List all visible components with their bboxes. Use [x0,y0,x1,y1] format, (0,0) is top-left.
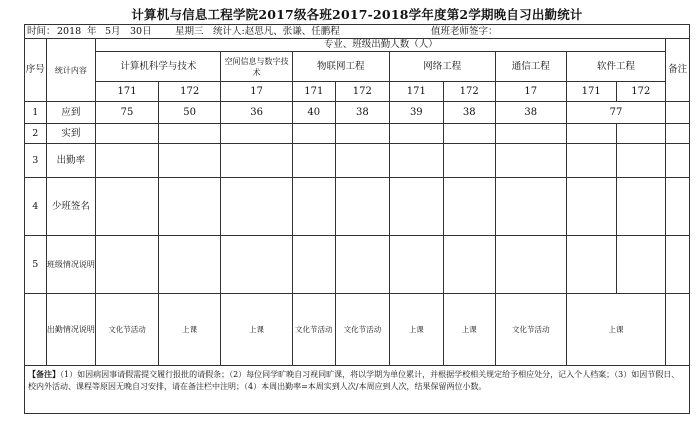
signature-cell[interactable] [292,178,335,236]
remark-cell[interactable] [666,124,690,144]
note-software: 上课 [566,294,665,366]
data-cell[interactable] [443,144,495,178]
stat-person: 统计人:赵思凡、张谦、任鹏程 [213,26,340,37]
sheet-title: 计算机与信息工程学院2017级各班2017-2018学年度第2学期晚自习出勤统计 [131,7,583,22]
data-cell[interactable] [389,236,443,294]
row-label: 实到 [46,124,96,144]
group-header: 专业、班级出勤人数（人） [96,39,666,52]
class-network-171: 171 [389,82,443,102]
class-software-172: 172 [616,82,666,102]
data-cell[interactable] [389,144,443,178]
major-cs: 计算机科学与技术 [96,52,221,82]
notes-head: 【备注】 [28,369,60,379]
row-label: 出勤情况说明 [46,294,96,366]
data-cell[interactable] [566,124,616,144]
expected-cs-172: 50 [158,102,221,124]
data-cell[interactable] [495,124,566,144]
table-row [25,178,690,236]
row-label: 应到 [46,102,96,124]
time-label: 时间： [27,26,56,37]
data-cell[interactable] [221,124,292,144]
data-cell[interactable] [616,236,666,294]
expected-network-172: 38 [443,102,495,124]
remark-cell [666,294,690,366]
major-software: 软件工程 [566,52,665,82]
group-header-row [25,39,690,52]
row-number: 1 [25,102,47,124]
data-cell[interactable] [389,124,443,144]
class-software-171: 171 [566,82,616,102]
signature-cell[interactable] [616,178,666,236]
row-label: 出勤率 [46,144,96,178]
signature-cell[interactable] [158,178,221,236]
table-row [25,102,690,124]
data-cell[interactable] [96,144,159,178]
attendance-table [24,38,690,366]
data-cell[interactable] [566,236,616,294]
data-cell[interactable] [443,236,495,294]
major-iot: 物联网工程 [292,52,389,82]
data-cell[interactable] [96,124,159,144]
expected-cs-171: 75 [96,102,159,124]
data-cell[interactable] [292,124,335,144]
weekday-value: 星期三 [175,26,204,37]
data-cell[interactable] [221,236,292,294]
class-iot-171: 171 [292,82,335,102]
data-cell[interactable] [335,236,389,294]
expected-iot-171: 40 [292,102,335,124]
table-row [25,236,690,294]
signature-cell[interactable] [335,178,389,236]
data-cell[interactable] [221,144,292,178]
class-telecom-17: 17 [495,82,566,102]
row-number: 2 [25,124,47,144]
data-cell[interactable] [158,144,221,178]
expected-software: 77 [566,102,665,124]
row-number: 3 [25,144,47,178]
table-row [25,144,690,178]
note-telecom-17: 文化节活动 [495,294,566,366]
expected-iot-172: 38 [335,102,389,124]
note-network-172: 上课 [443,294,495,366]
note-cs-171: 文化节活动 [96,294,159,366]
row-number: 5 [25,236,47,294]
seq-header: 序号 [25,39,47,102]
duty-teacher-label: 值班老师签字： [431,26,498,37]
signature-cell[interactable] [221,178,292,236]
data-cell[interactable] [292,236,335,294]
remark-cell[interactable] [666,144,690,178]
remark-cell[interactable] [666,236,690,294]
row-label: 班级情况说明 [46,236,96,294]
data-cell[interactable] [495,144,566,178]
data-cell[interactable] [616,144,666,178]
month-value: 5月 [105,26,121,37]
major-telecom: 通信工程 [495,52,566,82]
class-network-172: 172 [443,82,495,102]
signature-cell[interactable] [443,178,495,236]
data-cell[interactable] [616,124,666,144]
signature-cell[interactable] [566,178,616,236]
data-cell[interactable] [335,124,389,144]
note-network-171: 上课 [389,294,443,366]
remark-cell[interactable] [666,178,690,236]
remark-cell [666,102,690,124]
year-value: 2018 [57,26,82,37]
class-header-row [25,82,690,102]
table-row [25,124,690,144]
table-row [25,294,690,366]
row-label: 少班签名 [46,178,96,236]
data-cell[interactable] [335,144,389,178]
note-iot-171: 文化节活动 [292,294,335,366]
row-number: 4 [25,178,47,236]
expected-network-171: 39 [389,102,443,124]
data-cell[interactable] [443,124,495,144]
data-cell[interactable] [158,124,221,144]
major-spatial: 空间信息与数字技术 [221,52,292,82]
remark-header: 备注 [666,39,690,102]
data-cell[interactable] [495,236,566,294]
major-header-row [25,52,690,82]
data-cell[interactable] [292,144,335,178]
notes-text: （1）如因病因事请假需提交履行报批的请假条；（2）每位同学旷晚自习视同旷课，将以学期为单位累计，并根据学校相关规定给予相应处分，记入个人档案；（3）如因节假日、校内外活动、课程等原因无晚自习安排，请在备注栏中注明；（4）本周出勤率=本周实到人次/本周应到人次，结果保留两位小数。 [28,370,680,391]
signature-cell[interactable] [389,178,443,236]
expected-spatial-17: 36 [221,102,292,124]
signature-cell[interactable] [495,178,566,236]
class-cs-171: 171 [96,82,159,102]
expected-telecom-17: 38 [495,102,566,124]
note-cs-172: 上课 [158,294,221,366]
day-value: 30日 [130,26,152,37]
data-cell[interactable] [158,236,221,294]
notes-box [24,366,690,414]
class-cs-172: 172 [158,82,221,102]
row-number [25,294,47,366]
major-network: 网络工程 [389,52,495,82]
class-spatial-17: 17 [221,82,292,102]
class-iot-172: 172 [335,82,389,102]
year-unit: 年 [87,26,97,37]
note-iot-172: 文化节活动 [335,294,389,366]
content-header: 统计内容 [46,39,96,102]
signature-cell[interactable] [96,178,159,236]
data-cell[interactable] [96,236,159,294]
meta-row [24,24,690,38]
data-cell[interactable] [566,144,616,178]
note-spatial-17: 上课 [221,294,292,366]
